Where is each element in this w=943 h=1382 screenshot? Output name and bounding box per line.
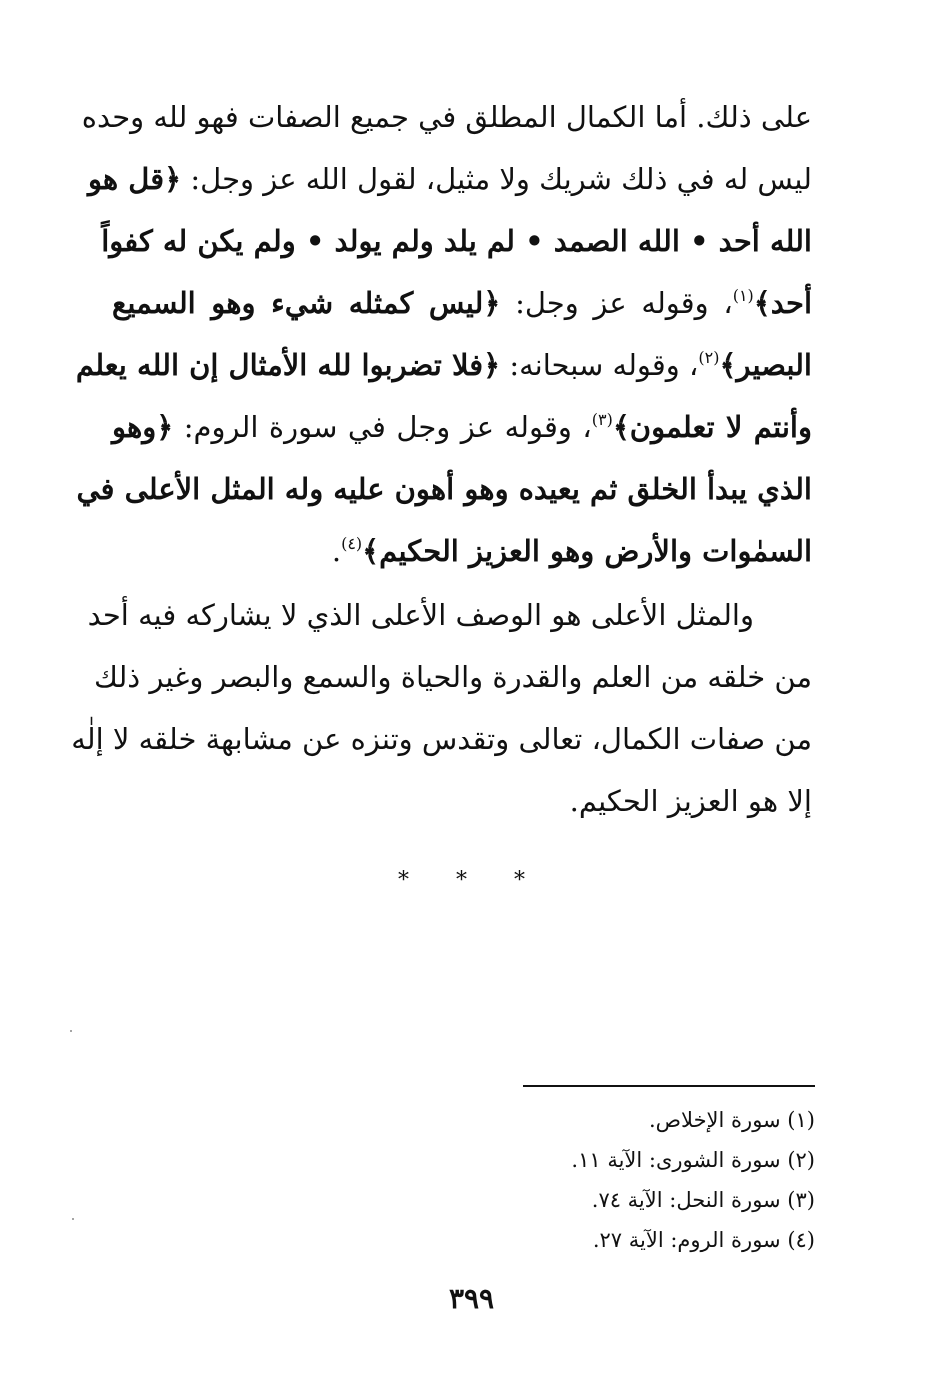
quran-verse-text: السمٰوات والأرض وهو العزيز الحكيم﴾ [362, 534, 812, 568]
footnote-4: (٤) سورة الروم: الآية ٢٧. [592, 1228, 815, 1252]
footnote-1: (١) سورة الإخلاص. [648, 1108, 815, 1132]
text-run: ليس له في ذلك شريك ولا مثيل، لقول الله عز وجل: [181, 162, 812, 196]
page-number: ٣٩٩ [448, 1282, 495, 1315]
footnote-marker: (٣) [591, 410, 613, 429]
text-run: ، وقوله سبحانه: [500, 348, 699, 382]
footnote-divider [523, 1085, 815, 1087]
section-separator: * * * [398, 868, 545, 893]
text-line: والمثل الأعلى هو الوصف الأعلى الذي لا يشاركه فيه أحد [87, 598, 754, 632]
quran-verse-text: البصير﴾ [719, 348, 812, 382]
quran-verse-text: ﴿وهو [112, 410, 174, 444]
text-line [81, 86, 812, 148]
text-line [101, 210, 812, 272]
quran-verse-text: الله أحد • الله الصمد • لم يلد ولم يولد • ولم يكن له كفواً [101, 224, 812, 258]
footnote-marker: (١) [732, 286, 754, 305]
text-run: ، وقوله عز وجل: [500, 286, 733, 320]
quran-verse-text: ﴿قل هو [87, 162, 182, 196]
quran-verse-text: وأنتم لا تعلمون﴾ [612, 410, 812, 444]
text-line: من خلقه من العلم والقدرة والحياة والسمع والبصر وغير ذلك [94, 660, 812, 694]
text-line [87, 148, 812, 210]
text-run: على ذلك. أما الكمال المطلق في جميع الصفات فهو لله وحده [81, 100, 812, 134]
text-line [112, 520, 812, 582]
text-line: من صفات الكمال، تعالى وتقدس وتنزه عن مشابهة خلقه لا إلٰه [71, 722, 812, 756]
footnotes [571, 1100, 815, 1260]
footnote-marker: (٤) [341, 534, 363, 553]
footnote-marker: (٢) [698, 348, 720, 367]
quran-verse-text: ﴿فلا تضربوا لله الأمثال إن الله يعلم [75, 348, 501, 382]
quran-verse-text: ﴿ليس كمثله شيء وهو السميع [112, 286, 501, 320]
text-run: ، وقوله عز وجل في سورة الروم: [173, 410, 592, 444]
text-line [112, 272, 812, 334]
text-line: إلا هو العزيز الحكيم. [569, 784, 812, 818]
paragraph-2 [71, 584, 812, 832]
text-line [75, 334, 812, 396]
scan-speck [70, 1030, 72, 1032]
footnote-3: (٣) سورة النحل: الآية ٧٤. [591, 1188, 815, 1212]
paragraph-1 [75, 86, 812, 582]
main-text [71, 86, 812, 832]
text-line [112, 396, 812, 458]
quran-verse-text: أحد﴾ [753, 286, 812, 320]
text-line [76, 458, 812, 520]
quran-verse-text: الذي يبدأ الخلق ثم يعيده وهو أهون عليه وله المثل الأعلى في [76, 472, 812, 506]
text-run: . [331, 534, 342, 568]
footnote-2: (٢) سورة الشورى: الآية ١١. [571, 1148, 815, 1172]
scan-speck [72, 1218, 74, 1220]
